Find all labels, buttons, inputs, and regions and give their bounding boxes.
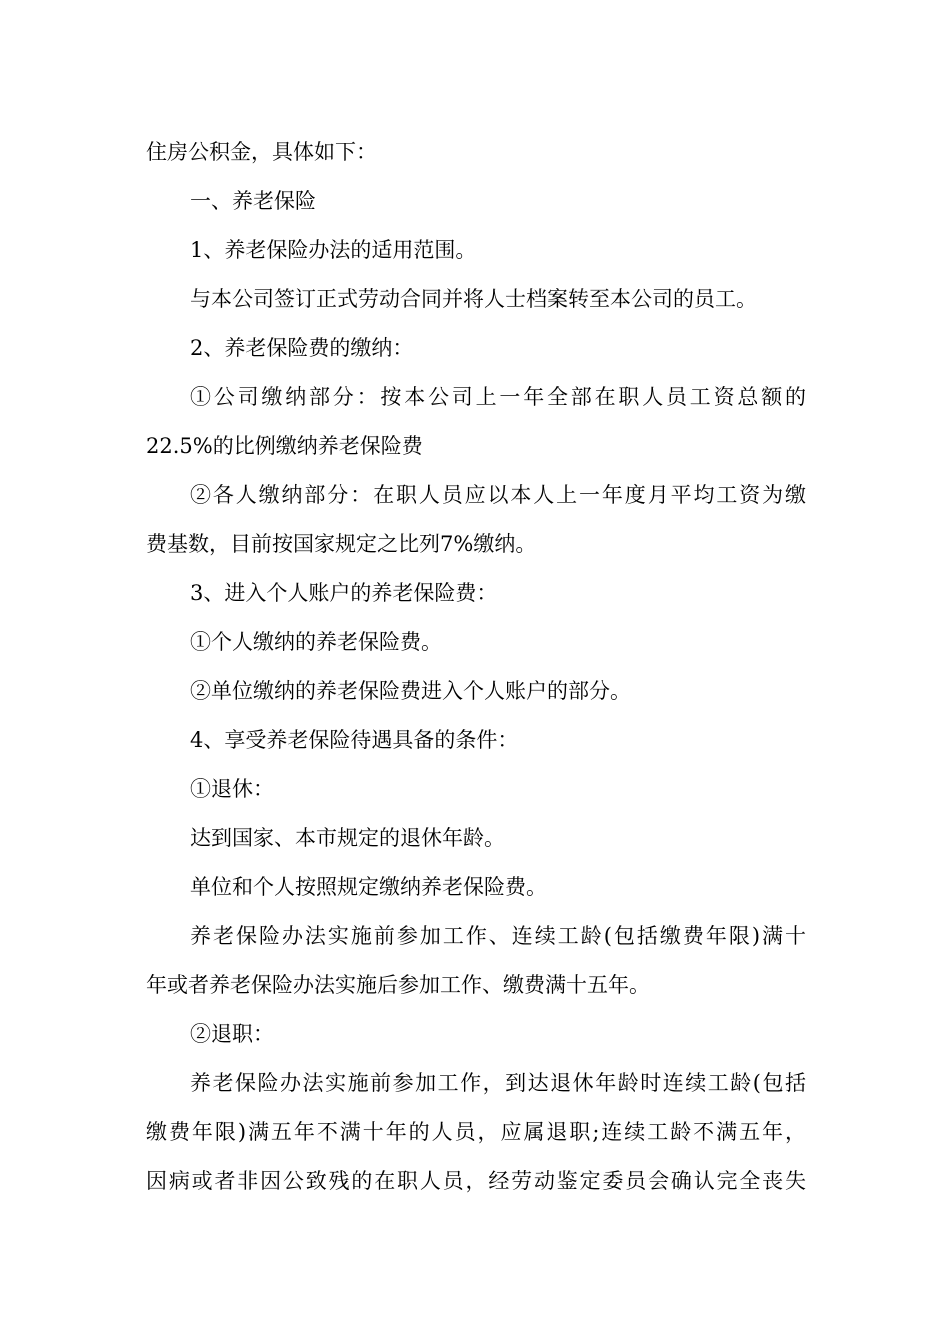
text-line: 22.5%的比例缴纳养老保险费 (146, 434, 423, 458)
subsection-heading: 2、养老保险费的缴纳： (190, 336, 414, 360)
text-line: ①公司缴纳部分：按本公司上一年全部在职人员工资总额的 (190, 385, 806, 409)
subsection-heading: 1、养老保险办法的适用范围。 (190, 238, 477, 262)
text-line: ②退职： (190, 1022, 274, 1046)
text-line: 养老保险办法实施前参加工作、连续工龄(包括缴费年限)满十 (190, 924, 806, 948)
subsection-heading: 3、进入个人账户的养老保险费： (190, 581, 498, 605)
text-line: 养老保险办法实施前参加工作，到达退休年龄时连续工龄(包括 (190, 1071, 806, 1095)
text-line: 与本公司签订正式劳动合同并将人士档案转至本公司的员工。 (190, 287, 757, 311)
text-line: ②单位缴纳的养老保险费进入个人账户的部分。 (190, 679, 631, 703)
text-line: 因病或者非因公致残的在职人员，经劳动鉴定委员会确认完全丧失 (146, 1169, 806, 1193)
text-line: ②各人缴纳部分：在职人员应以本人上一年度月平均工资为缴 (190, 483, 806, 507)
text-line: 住房公积金，具体如下： (146, 140, 377, 164)
text-line: 达到国家、本市规定的退休年龄。 (190, 826, 505, 850)
text-line: 费基数，目前按国家规定之比列7%缴纳。 (146, 532, 537, 556)
section-heading: 一、养老保险 (190, 189, 316, 213)
text-line: 缴费年限)满五年不满十年的人员，应属退职;连续工龄不满五年， (146, 1120, 806, 1144)
subsection-heading: 4、享受养老保险待遇具备的条件： (190, 728, 519, 752)
text-line: ①个人缴纳的养老保险费。 (190, 630, 442, 654)
document-body (146, 128, 806, 1206)
text-line: 单位和个人按照规定缴纳养老保险费。 (190, 875, 547, 899)
text-line: 年或者养老保险办法实施后参加工作、缴费满十五年。 (146, 973, 650, 997)
text-line: ①退休： (190, 777, 274, 801)
